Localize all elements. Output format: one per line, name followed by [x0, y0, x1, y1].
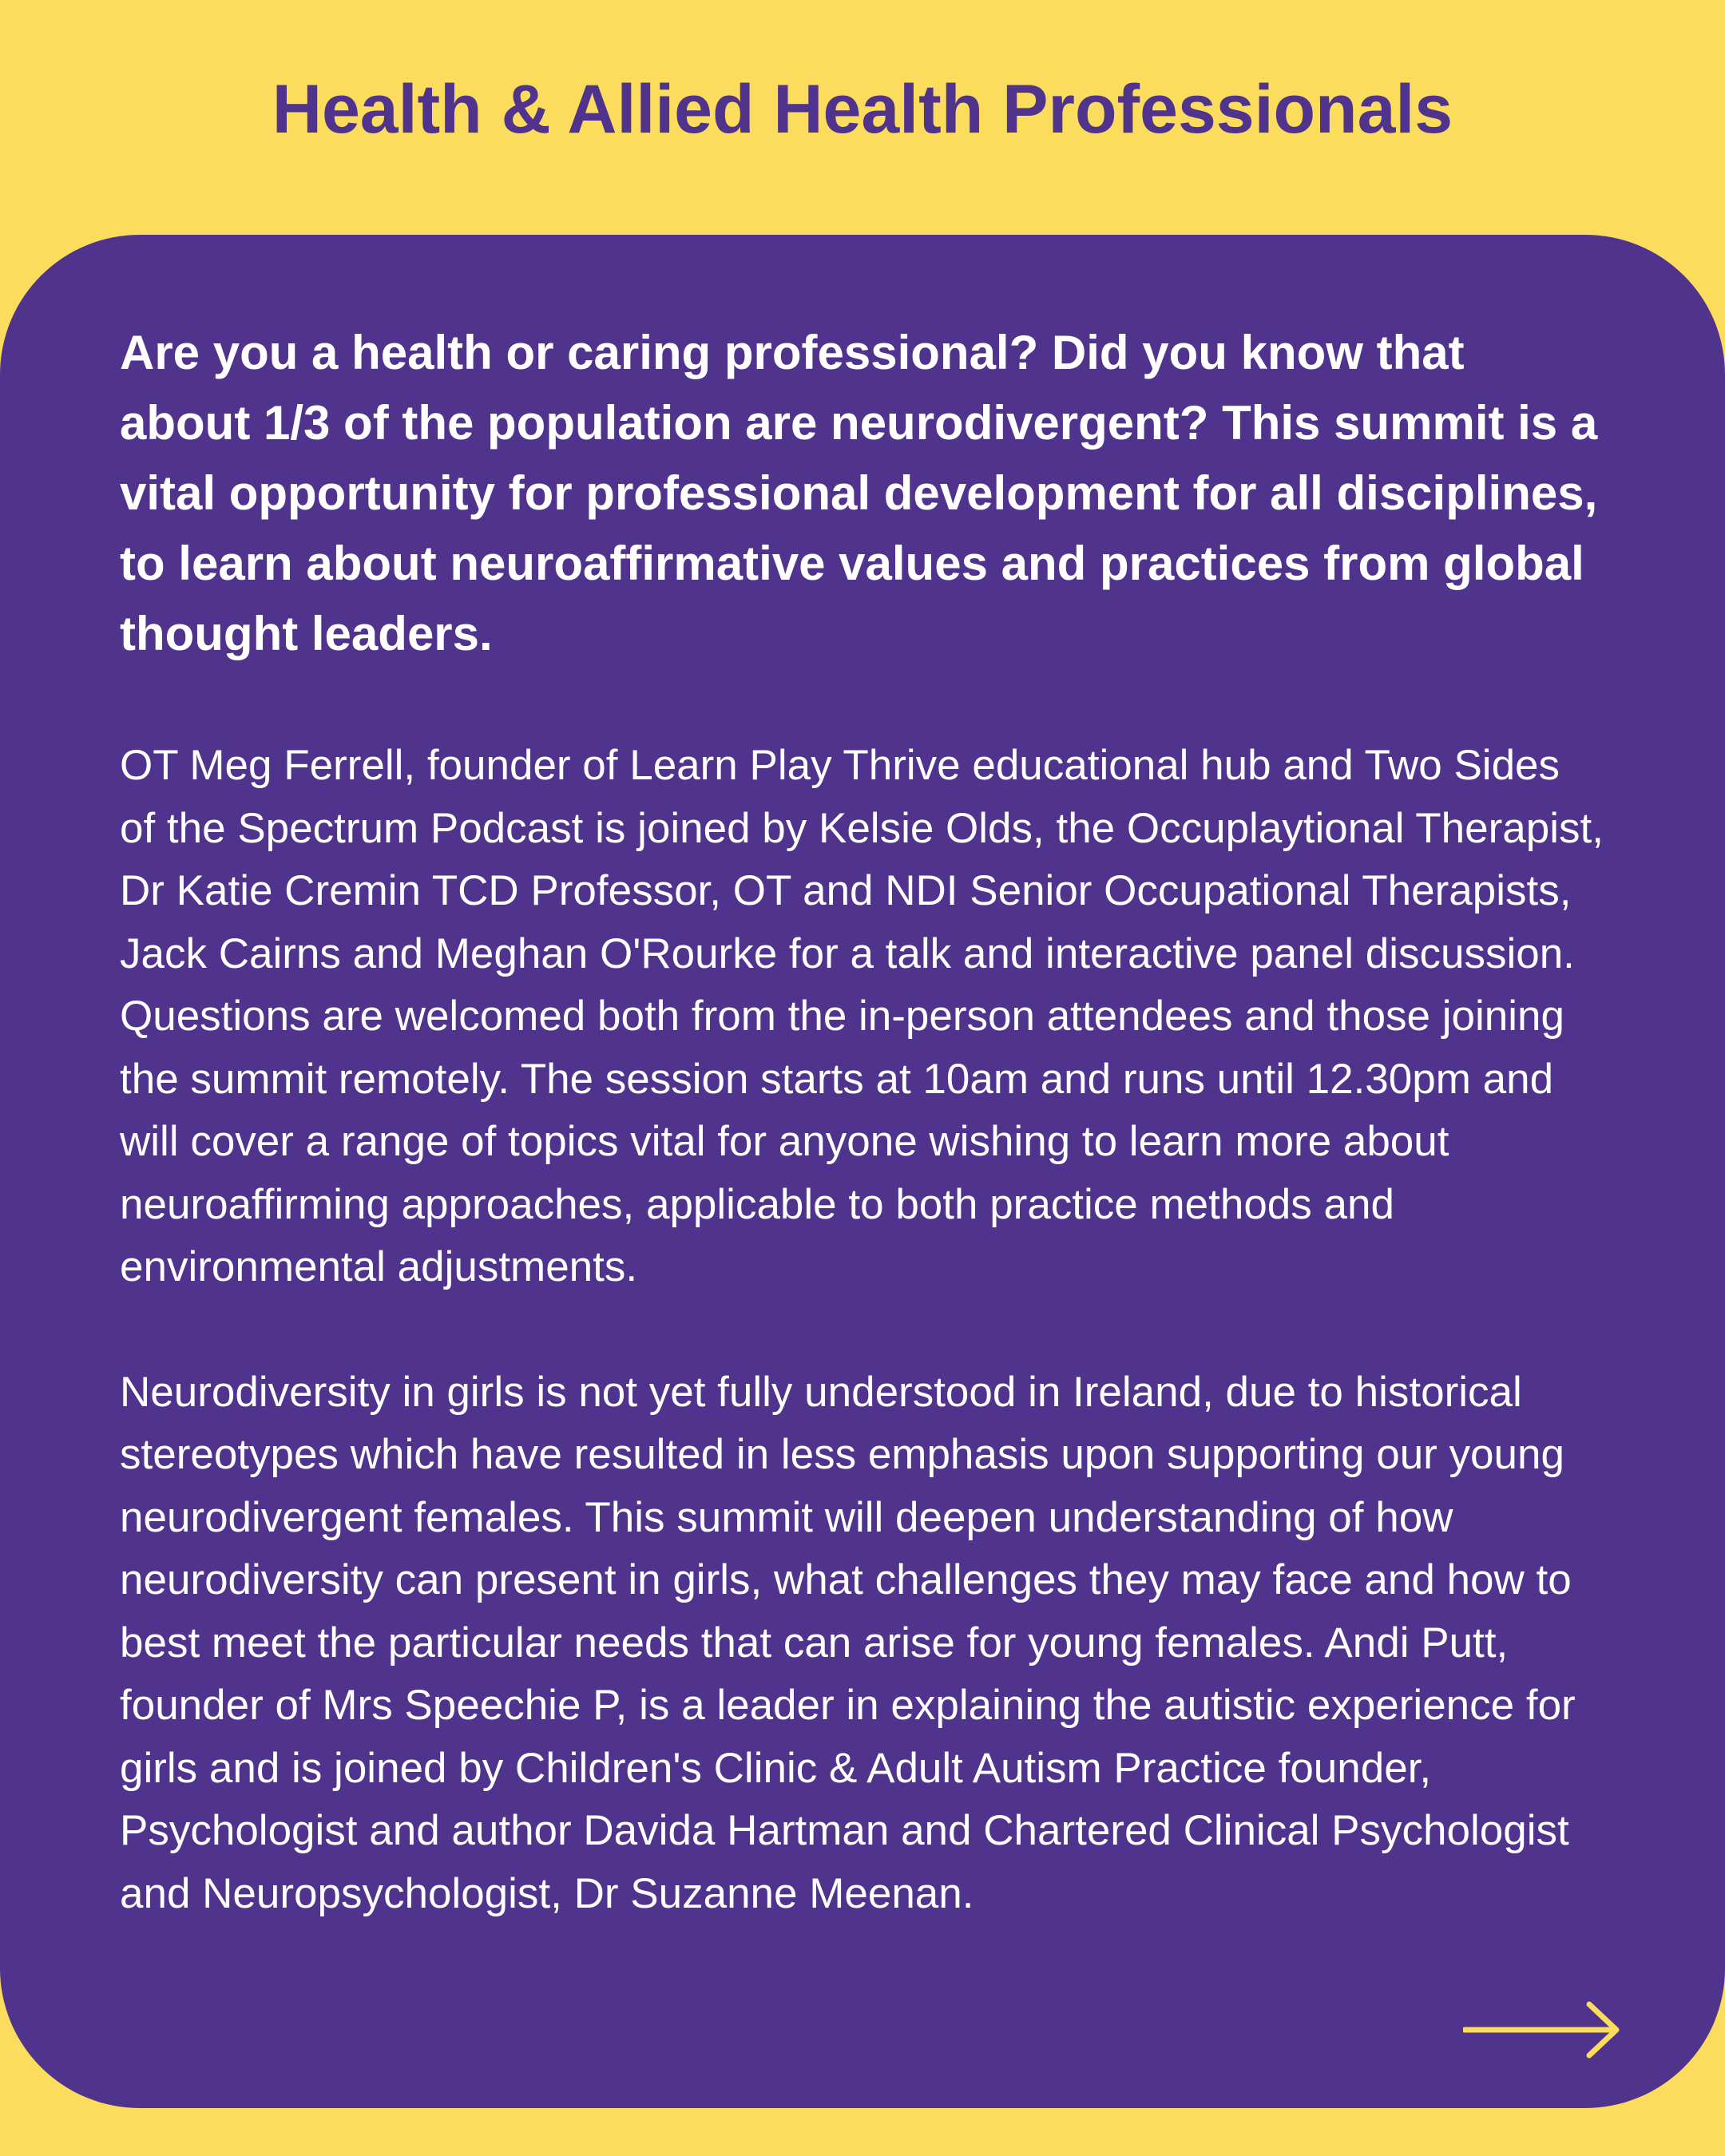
- arrow-right-icon[interactable]: [1463, 1998, 1623, 2062]
- body-paragraph-girls: Neurodiversity in girls is not yet fully understood in Ireland, due to historical stereotypes which have resulted in less emphasis upon supporting our young neurodivergent females. This summit will deepen understanding of how neurodiversity can present in girls, what challenges they may face and how to best meet the particular needs that can arise for young females. Andi Putt, founder of Mrs Speechie P, is a leader in explaining the autistic experience for girls and is joined by Children's Clinic & Adult Autism Practice founder, Psychologist and author Davida Hartman and Chartered Clinical Psychologist and Neuropsychologist, Dr Suzanne Meenan.: [120, 1368, 1576, 1917]
- body-paragraph-session: OT Meg Ferrell, founder of Learn Play Thrive educational hub and Two Sides of the Spectrum Podcast is joined by Kelsie Olds, the Occuplaytional Therapist, Dr Katie Cremin TCD Professor, OT and NDI Senior Occupational Therapists, Jack Cairns and Meghan O'Rourke for a talk and interactive panel discussion. Questions are welcomed both from the in-person attendees and those joining the summit remotely. The session starts at 10am and runs until 12.30pm and will cover a range of topics vital for anyone wishing to learn more about neuroaffirming approaches, applicable to both practice methods and environmental adjustments.: [120, 742, 1604, 1290]
- lead-paragraph: Are you a health or caring professional? Did you know that about 1/3 of the population are neurodivergent? This summit is a vital opportunity for professional development for all disciplines, to learn about neuroaffirmative values and practices from global thought leaders.: [120, 326, 1598, 660]
- page-title: Health & Allied Health Professionals: [272, 71, 1453, 148]
- content-card: [0, 235, 1725, 2108]
